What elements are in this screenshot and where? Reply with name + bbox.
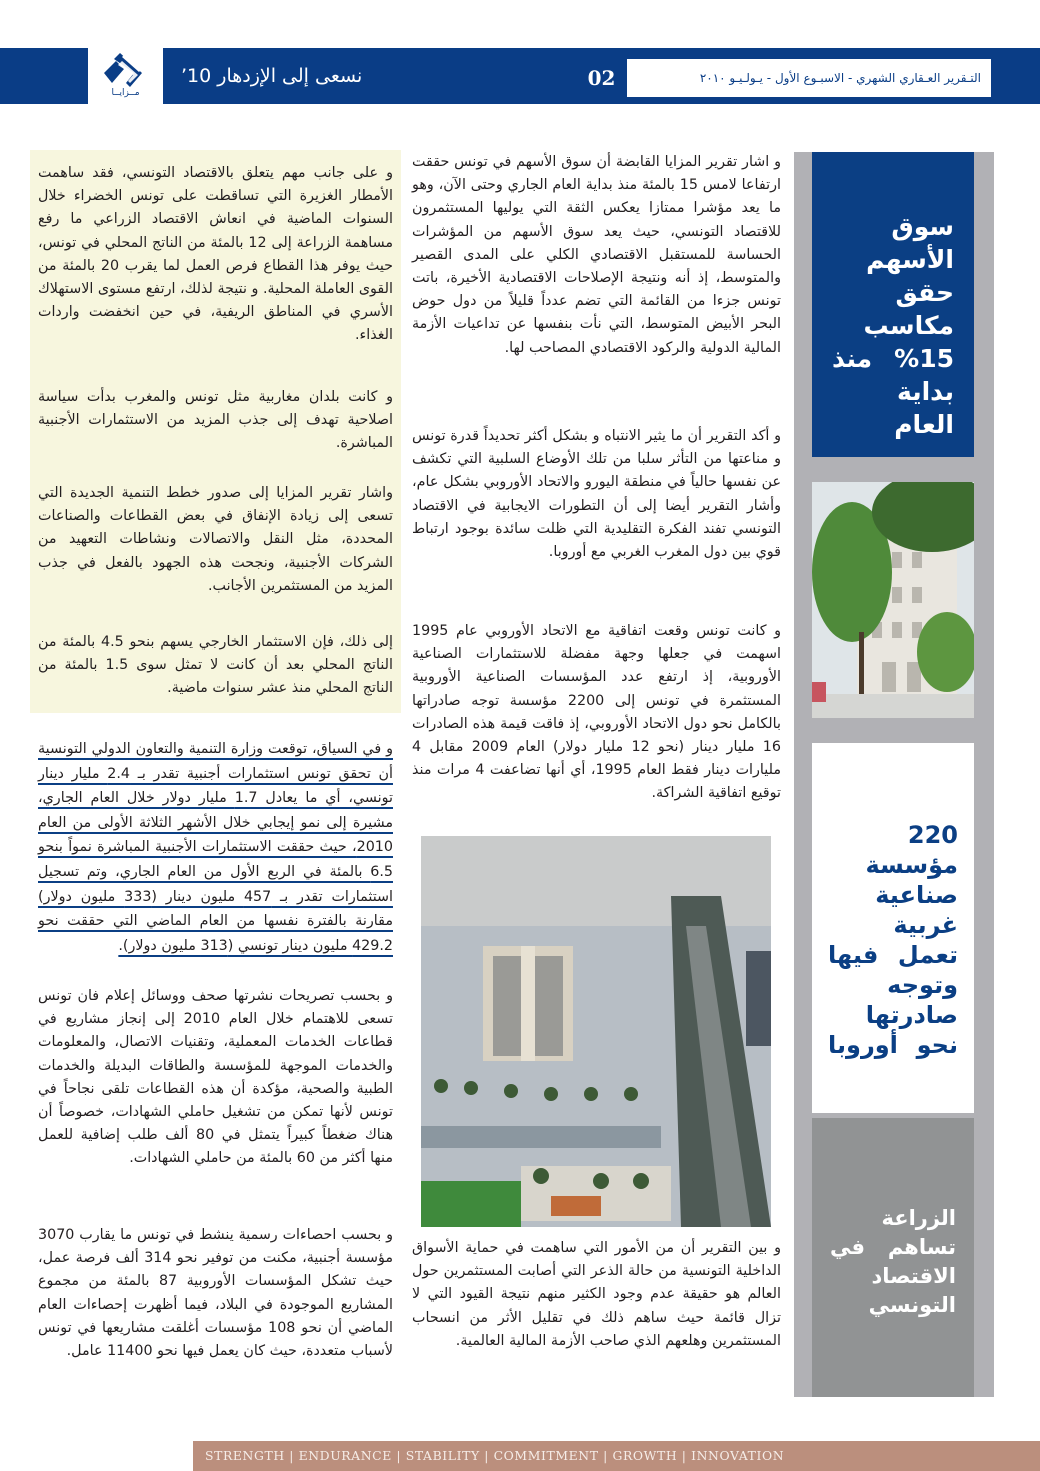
box-paragraph — [38, 482, 393, 598]
box-paragraph — [38, 162, 393, 348]
paragraph-ministry-forecast: و في السياق، توقعت وزارة التنمية والتعاون الدولي التونسية أن تحقق تونس استثمارات أجنبية تقدر بـ 2.4 مليار دينار تونسي، أي ما يعادل 1.7 مليار دولار خلال العام الجاري، مشيرة إلى نمو إيجابي خلال الأشهر الثلاثة الأولى من العام 2010، حيث حققت الاستثمارات الأجنبية المباشرة نمواً بنحو 6.5 بالمئة في الربع الأول من العام الجاري، وتم تسجيل استثمارات تقدر بـ 457 مليون دينار (333 مليون دولار) مقارنة بالفترة نفسها من العام الماضي التي حققت نحو 429.2 مليون دينار تونسي (313 مليون دولار). — [38, 741, 393, 954]
article-paragraph — [412, 425, 781, 564]
callout-stock-market: سوق الأسهم حقق مكاسب 15% منذ بداية العام — [812, 152, 974, 457]
paragraph-market-protection: و بين التقرير أن من الأمور التي ساهمت في حماية الأسواق الداخلية التونسية من حالة الذعر التي أصابت المستثمرين حول العالم هو حقيقة عدم وجود الكثير منهم نتيجة القيود التي لا تزال قائمة حيث ساهم ذلك في تقليل الأثر من انسحاب المستثمرين وهلعهم الذي صاحب الأزمة المالية العالمية. — [412, 1240, 781, 1349]
box-paragraph — [38, 386, 393, 456]
header-slogan: نسعى إلى الإزدهار 10’ — [181, 65, 363, 87]
paragraph-resilience: و أكد التقرير أن ما يثير الانتباه و بشكل أكثر تحديداً قدرة تونس و مناعتها من التأثر سلبا من تلك الأوضاع السلبية التي تكشف عن نفسها حالياً في منطقة اليورو والاتحاد الأوروبي بشكل عام، وأشار التقرير أيضا إلى أن التطورات الايجابية في الاقتصاد التونسي تفند الفكرة التقليدية التي ظلت سائدة بوجود ارتباط قوي بين دول المغرب الغربي مع أوروبا. — [412, 428, 781, 561]
footer-tagline: STRENGTH | ENDURANCE | STABILITY | COMMITMENT | GROWTH | INNOVATION — [205, 1448, 785, 1463]
callout-industrial-firms: 220 مؤسسة صناعية غربية تعمل فيها وتوجه صادرتها نحو أوروبا — [812, 743, 974, 1113]
paragraph-eu-agreement: و كانت تونس وقعت اتفاقية مع الاتحاد الأوروبي عام 1995 اسهمت في جعلها وجهة مفضلة للاستثمارات الصناعية الأوروبية، إذ ارتفع عدد المؤسسات الصناعية الأوروبية المستثمرة في تونس إلى 2200 مؤسسة توجه صادراتها بالكامل نحو دول الاتحاد الأوروبي، إذ فاقت قيمة هذه الصادرات 16 مليار دينار (نحو 12 مليار دولار) العام 2009 مقابل 4 مليارات دينار فقط العام 1995، أي أنها تضاعفت 4 مرات منذ توقيع اتفاقية الشراكة. — [412, 623, 782, 802]
underlined-paragraph — [38, 737, 393, 958]
issue-title: التـقرير العـقاري الشهري - الاسبـوع الأول - يـولـيـو ٢٠١٠ — [699, 71, 981, 85]
issue-banner — [575, 58, 992, 98]
article-paragraph — [412, 1237, 781, 1353]
article-paragraph — [38, 1224, 393, 1363]
paragraph-sectors-2010: و بحسب تصريحات نشرتها صحف ووسائل إعلام فان تونس تسعى للاهتمام خلال العام 2010 إلى إنجاز مشاريع في قطاعات الخدمات المعملية، وتقنيات الاتصال، والمعلومات والخدمات الموجهة للمؤسسة والطاقات البديلة والخدمات الطبية والصحية، مؤكدة أن هذه القطاعات تلقى نجاحاً في تونس لأنها تمكن من تشغيل حاملي الشهادات، خصوصاً أن هناك ضغطاً كبيراً يتمثل في 80 ألف طلب إضافية للعمل منها أكثر من 60 بالمئة من حاملي الشهادات. — [38, 988, 393, 1167]
mazaya-logo-icon — [102, 53, 148, 91]
page-number: 02 — [576, 59, 627, 97]
box-paragraph — [38, 631, 393, 701]
article-paragraph — [412, 620, 781, 806]
article-paragraph — [412, 151, 781, 360]
paragraph-official-statistics: و بحسب احصاءات رسمية ينشط في تونس ما يقارب 3070 مؤسسة أجنبية، مكنت من توفير نحو 314 ألف فرصة عمل، حيث تشكل المؤسسات الأوروبية 87 بالمئة من مجموع المشاريع الموجودة في البلاد، فيما أظهرت إحصاءات العام الماضي أن نحو 108 مؤسسات أغلقت مشاريعها في تونس لأسباب متعددة، حيث كان يعمل فيها نحو 11400 عامل. — [38, 1227, 394, 1360]
paragraph-maghreb-reform: و كانت بلدان مغاربية مثل تونس والمغرب بدأت سياسة اصلاحية تهدف إلى جذب المزيد من الاستثمارات الأجنبية المباشرة. — [38, 389, 393, 452]
article-paragraph — [38, 985, 393, 1171]
logo-wordmark: مــزايــا — [111, 88, 140, 98]
paragraph-foreign-investment-share: إلى ذلك، فإن الاستثمار الخارجي يسهم بنحو 4.5 بالمئة من الناتج المحلي بعد أن كانت لا تمثل سوى 1.5 بالمئة من الناتج المحلي منذ عشر سنوات ماضية. — [38, 634, 393, 697]
paragraph-agriculture: و على جانب مهم يتعلق بالاقتصاد التونسي، فقد ساهمت الأمطار الغزيرة التي تساقطت على تونس الخضراء خلال السنوات الماضية في انعاش الاقتصاد الزراعي ما رفع مساهمة الزراعة إلى 12 بالمئة من الناتج المحلي في تونس، حيث يوفر هذا القطاع فرص العمل لما يقرب 20 بالمئة من القوى العاملة المحلية. و نتيجة لذلك، ارتفع مستوى الاستهلاك الأسري في المناطق الريفية، في حين انخفضت واردات الغذاء. — [38, 165, 394, 344]
paragraph-stock-market: و اشار تقرير المزايا القابضة أن سوق الأسهم في تونس حققت ارتفاعا لامس 15 بالمئة منذ بداية العام الجاري وحتى الآن، وهو ما يعد مؤشرا ممتازا يعكس الثقة التي يوليها المستثمرون للاقتصاد التونسي، حيث يعد سوق الأسهم من المؤشرات الحساسة للمستقبل الاقتصادي الكلي على المدى القصير والمتوسط، إذ أنه ونتيجة الإصلاحات الاقتصادية الأخيرة، باتت تونس جزءا من القائمة التي تضم عدداً قليلاً من دول حوض البحر الأبيض المتوسط، التي نأت بنفسها عن تداعيات الأزمة المالية الدولية والركود الاقتصادي المصاحب لها. — [412, 154, 781, 356]
paragraph-development-plans: واشار تقرير المزايا إلى صدور خطط التنمية الجديدة التي تسعى إلى زيادة الإنفاق في بعض القطاعات والصناعات المحددة، مثل النقل والاتصالات ونشاطات التعهيد من الشركات الأجنبية، ونجحت هذه الجهود بالفعل في جذب المزيد من المستثمرين الأجانب. — [38, 485, 393, 594]
logo[interactable] — [88, 48, 163, 104]
footer-band — [193, 1441, 1040, 1471]
callout-agriculture: الزراعة تساهم في الاقتصاد التونسي — [812, 1118, 974, 1397]
aerial-city-photo — [421, 836, 771, 1227]
street-building-photo — [812, 482, 974, 718]
